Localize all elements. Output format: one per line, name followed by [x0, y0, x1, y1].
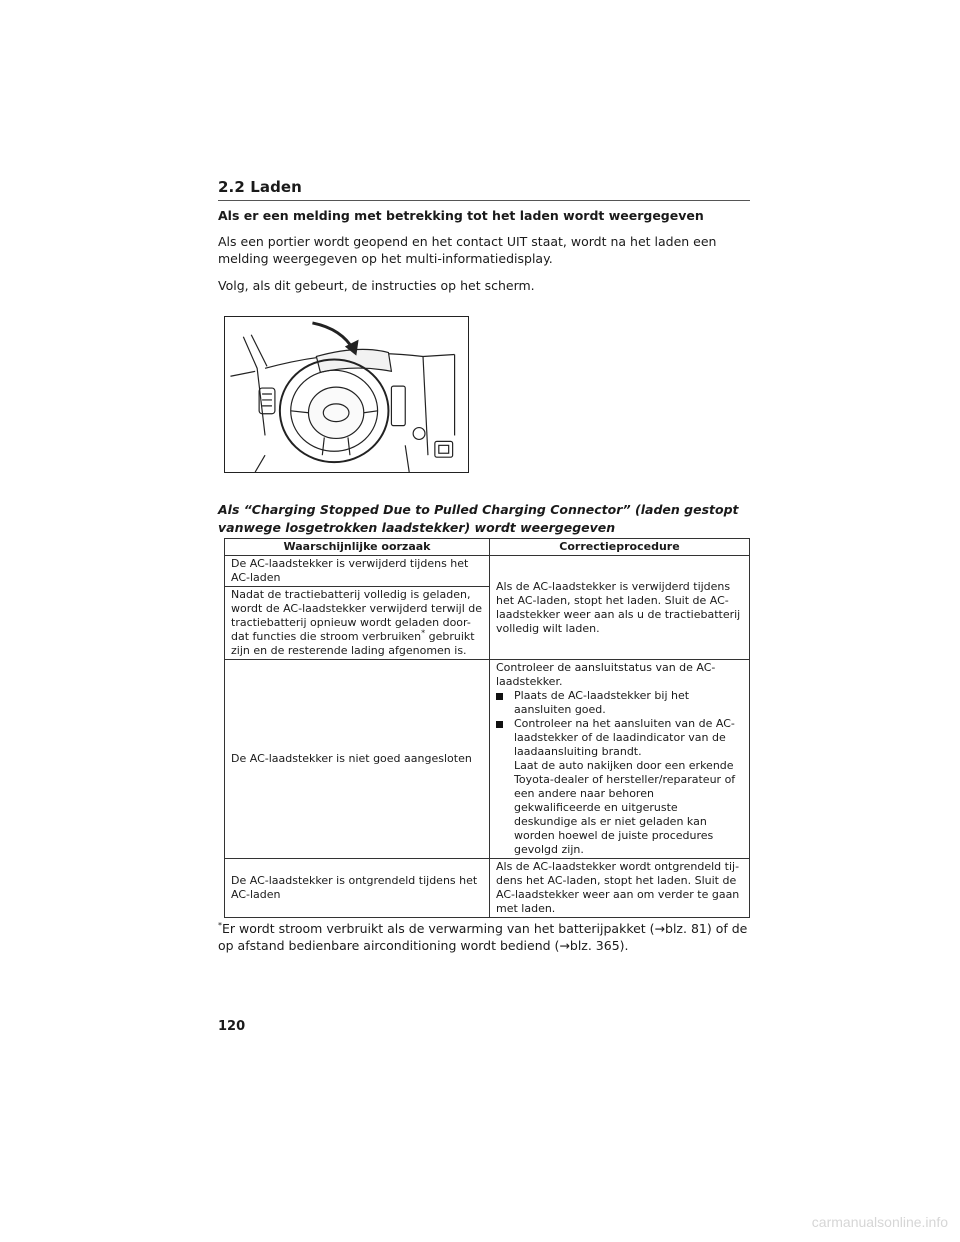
square-bullet-icon	[496, 693, 503, 700]
causes-table	[224, 538, 750, 918]
procedure-cell: Als de AC-laadstekker is verwijderd tijdens het AC-laden, stopt het laden. Sluit de AC-laadstekker weer aan als u de tractiebatterij volledig wilt laden.	[490, 556, 750, 660]
section-header: 2.2 Laden	[218, 178, 750, 201]
cause-cell: De AC-laadstekker is verwijderd tijdens het AC-laden	[225, 556, 490, 587]
procedure-cell	[490, 660, 750, 859]
table-header-row	[225, 539, 750, 556]
cause-text: Nadat de tractiebatterij volledig is geladen, wordt de AC-laadstekker verwijderd terwijl de tractiebatterij opnieuw wordt geladen door-dat functies die stroom verbruiken	[231, 588, 483, 643]
footnote-text: Er wordt stroom verbruikt als de verwarming van het batterijpakket (→blz. 81) of de op afstand bedienbare airconditioning wordt bediend (→blz. 365).	[218, 921, 748, 953]
bullet-text: Controleer na het aansluiten van de AC-laadstekker of de laadindicator van de laadaansluiting brandt.	[514, 717, 735, 758]
header-cause: Waarschijnlijke oorzaak	[225, 539, 490, 556]
cause-cell: De AC-laadstekker is niet goed aangesloten	[225, 660, 490, 859]
footnote	[218, 920, 750, 954]
table-row	[225, 859, 750, 918]
header-procedure: Correctieprocedure	[490, 539, 750, 556]
cause-text-cont: gebruikt zijn en de resterende lading afgenomen is.	[231, 630, 475, 657]
bullet-text: Plaats de AC-laadstekker bij het aansluiten goed.	[514, 689, 690, 716]
footnote-mark: *	[421, 628, 426, 638]
procedure-cell: Als de AC-laadstekker wordt ontgrendeld tij-dens het AC-laden, stopt het laden. Sluit de AC-laadstekker weer aan om verder te gaan met laden.	[490, 859, 750, 918]
cause-cell: De AC-laadstekker is ontgrendeld tijdens het AC-laden	[225, 859, 490, 918]
square-bullet-icon	[496, 721, 503, 728]
table-row	[225, 660, 750, 859]
table-title: Als “Charging Stopped Due to Pulled Charging Connector” (laden gestopt vanwege losgetrokken laadstekker) wordt weergegeven	[218, 502, 739, 535]
dashboard-illustration	[224, 316, 469, 473]
bullet-item	[496, 717, 743, 759]
instruction-paragraph: Volg, als dit gebeurt, de instructies op het scherm.	[218, 278, 535, 293]
cause-cell	[225, 587, 490, 660]
watermark: carmanualsonline.info	[811, 1214, 948, 1230]
message-heading: Als er een melding met betrekking tot het laden wordt weergegeven	[218, 208, 704, 223]
page-number: 120	[218, 1019, 246, 1034]
bullet-subtext: Laat de auto nakijken door een erkende Toyota-dealer of hersteller/reparateur of een andere naar behoren gekwalificeerde en uitgeruste deskundige als er niet geladen kan worden hoewel de juiste procedures gevolgd zijn.	[514, 759, 736, 856]
footnote-mark: *	[218, 920, 222, 930]
intro-paragraph: Als een portier wordt geopend en het contact UIT staat, wordt na het laden een melding weergegeven op het multi-informatiedisplay.	[218, 234, 717, 266]
intro-block	[218, 208, 750, 304]
bullet-item	[496, 689, 743, 717]
procedure-intro: Controleer de aansluitstatus van de AC-laadstekker.	[496, 661, 716, 688]
table-row	[225, 556, 750, 587]
